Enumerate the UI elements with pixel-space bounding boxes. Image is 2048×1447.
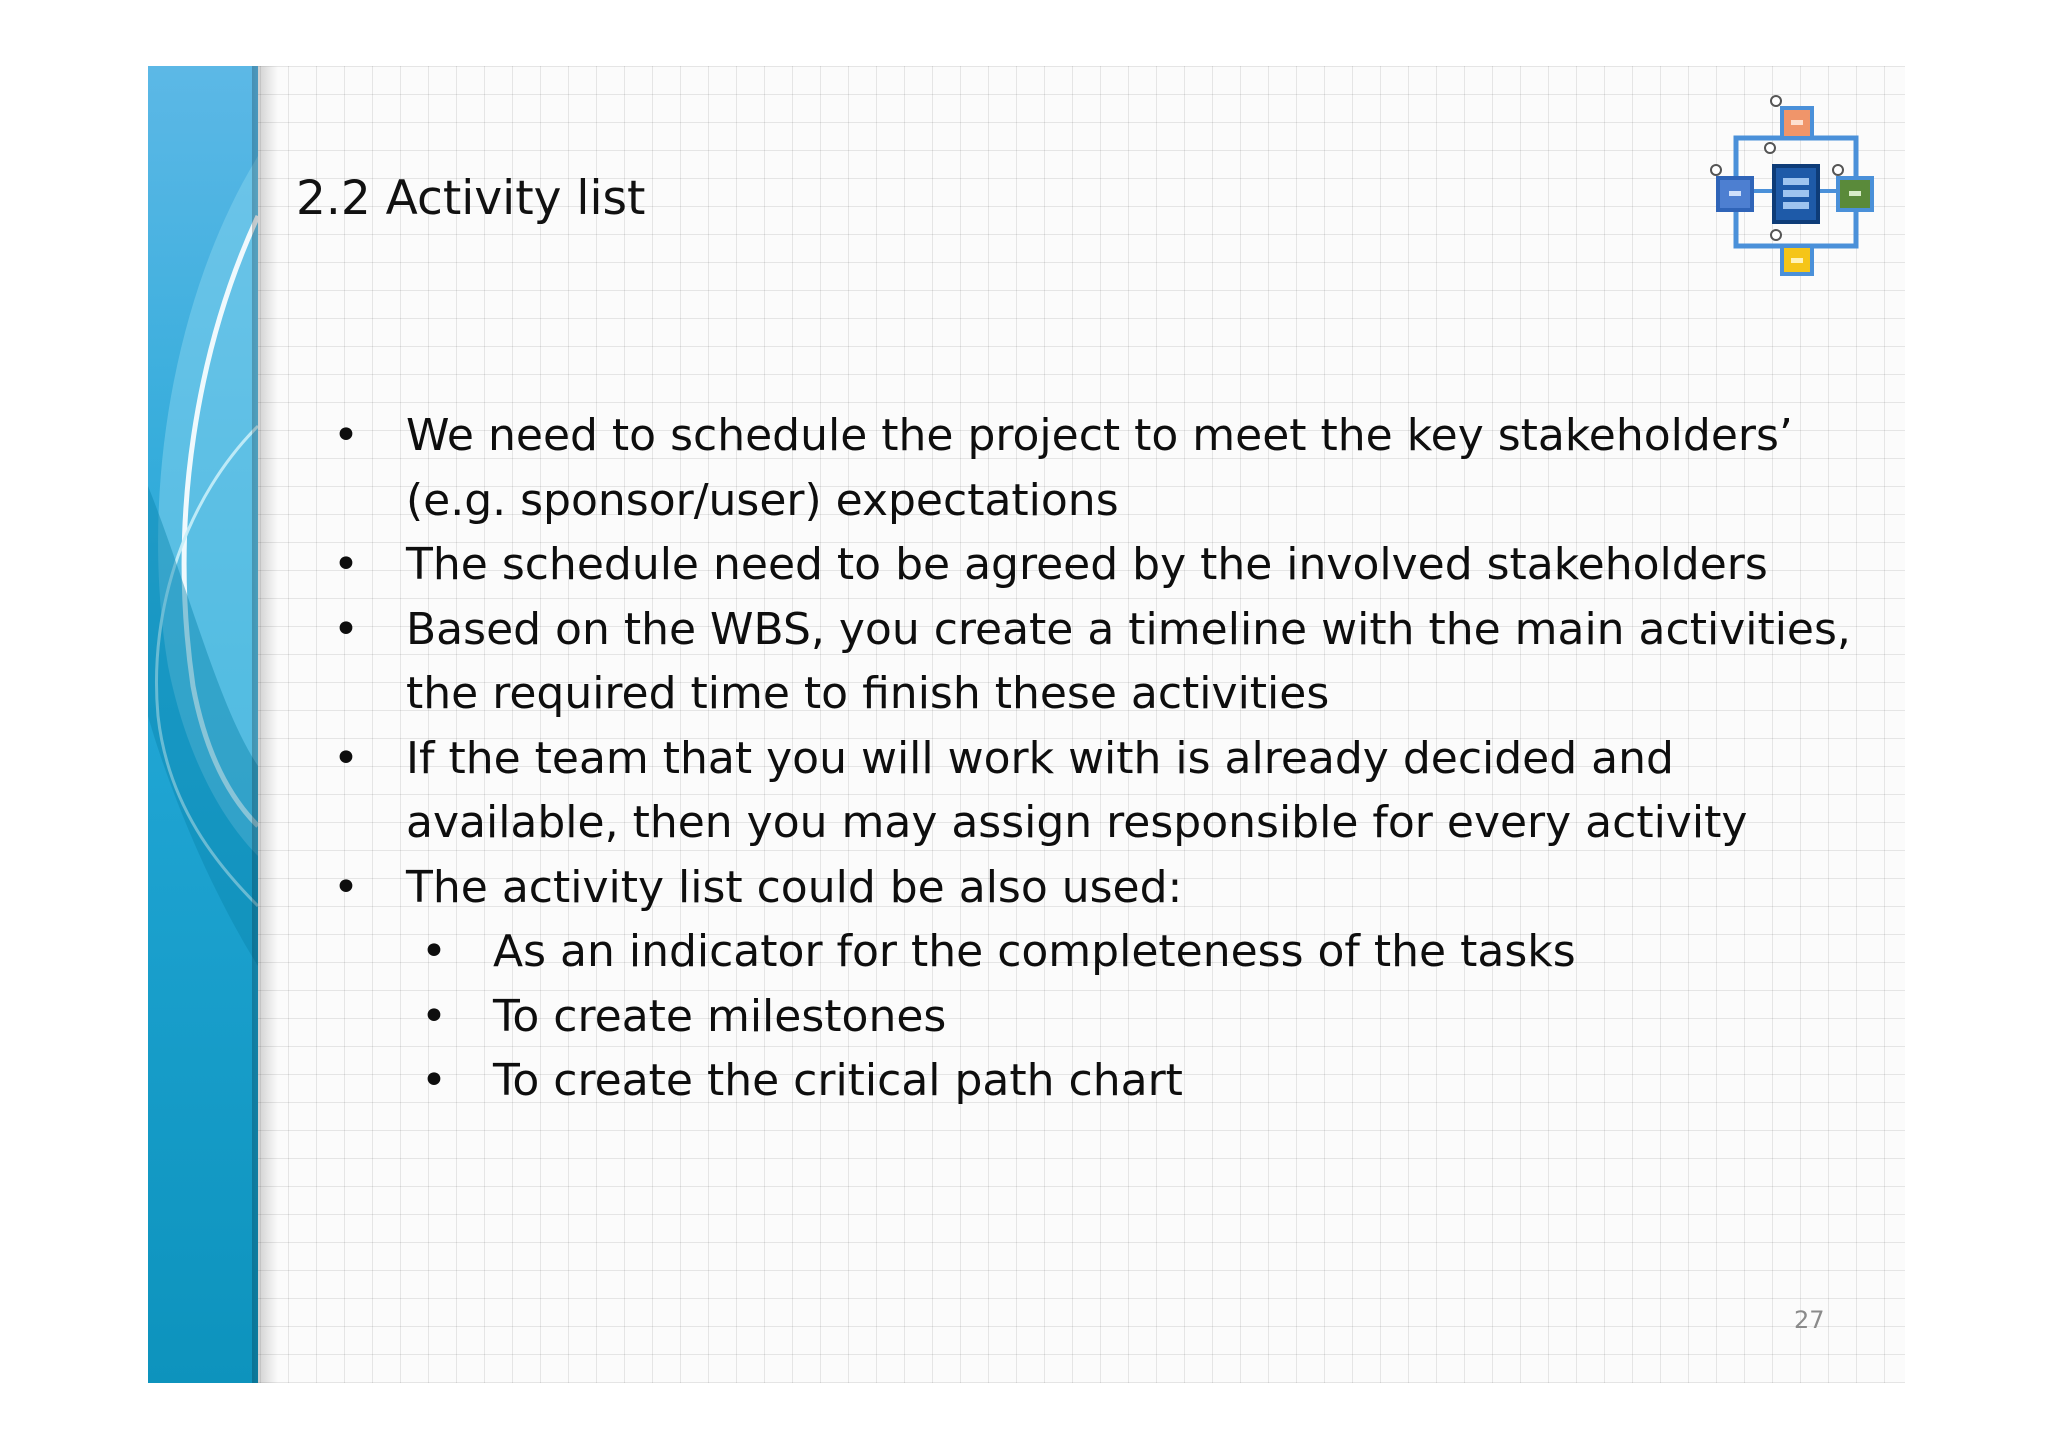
bullet-item: • Based on the WBS, you create a timeline with the main activities, the required time to finish these activities <box>333 598 1873 727</box>
sub-bullet-item: • As an indicator for the completeness of the tasks <box>333 920 1873 985</box>
sub-bullet-item: • To create the critical path chart <box>333 1049 1873 1114</box>
slide-title: 2.2 Activity list <box>296 171 646 226</box>
network-diagram-icon <box>1698 86 1898 286</box>
bullet-item: • If the team that you will work with is already decided and available, then you may assign responsible for every activity <box>333 727 1873 856</box>
slide <box>148 66 1905 1383</box>
bullet-list <box>333 404 1873 1114</box>
sidebar-decoration <box>148 66 258 1383</box>
sub-bullet-item: • To create milestones <box>333 985 1873 1050</box>
sidebar-wave-graphic <box>148 66 258 1383</box>
sidebar-shadow <box>252 66 278 1383</box>
bullet-item: • The activity list could be also used: <box>333 856 1873 921</box>
bullet-item: • We need to schedule the project to meet the key stakeholders’ (e.g. sponsor/user) expectations <box>333 404 1873 533</box>
page-number: 27 <box>1794 1306 1825 1334</box>
bullet-item: • The schedule need to be agreed by the involved stakeholders <box>333 533 1873 598</box>
